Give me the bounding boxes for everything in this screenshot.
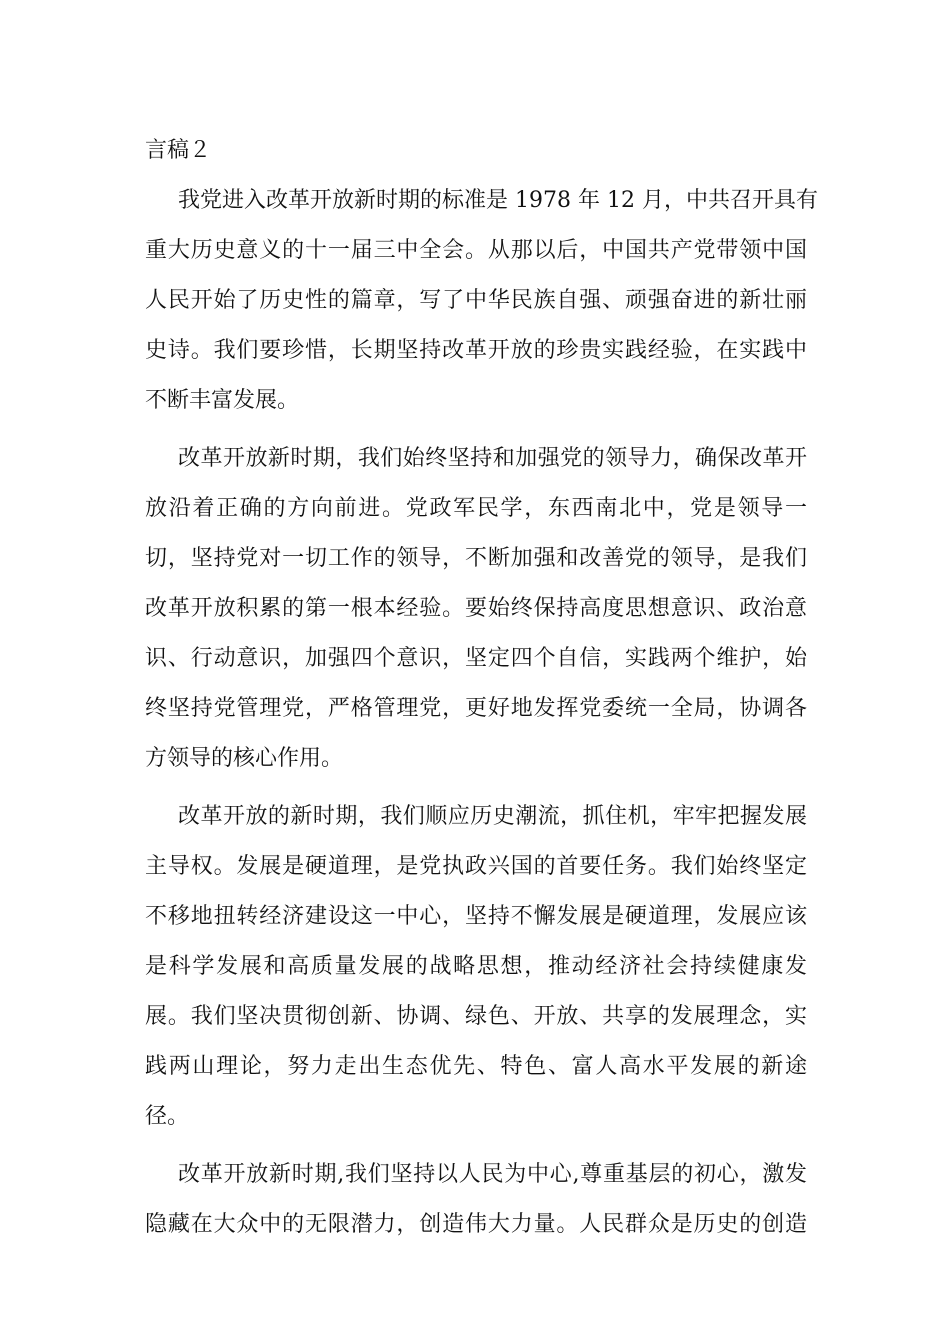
- document-body: [145, 134, 818, 1250]
- text-line: 终坚持党管理党，严格管理党，更好地发挥党委统一全局，协调各: [145, 696, 807, 721]
- paragraph: [145, 176, 818, 426]
- text-line: 隐藏在大众中的无限潜力，创造伟大力量。人民群众是历史的创造: [145, 1212, 807, 1237]
- text-line: 识、行动意识，加强四个意识，坚定四个自信，实践两个维护，始: [145, 646, 807, 671]
- text-line: 不移地扭转经济建设这一中心，坚持不懈发展是硬道理，发展应该: [145, 904, 807, 929]
- text-line: 切，坚持党对一切工作的领导，不断加强和改善党的领导，是我们: [145, 546, 807, 571]
- paragraph: [145, 792, 807, 1142]
- text-line: 史诗。我们要珍惜，长期坚持改革开放的珍贵实践经验，在实践中: [145, 338, 807, 363]
- document-heading: 言稿２: [145, 138, 212, 163]
- text-line: 重大历史意义的十一届三中全会。从那以后，中国共产党带领中国: [145, 238, 807, 263]
- text-line: 放沿着正确的方向前进。党政军民学，东西南北中，党是领导一: [145, 496, 807, 521]
- text-line: 是科学发展和高质量发展的战略思想，推动经济社会持续健康发: [145, 954, 807, 979]
- text-line: 径。: [145, 1104, 190, 1129]
- text-line: 我党进入改革开放新时期的标准是 1978 年 12 月，中共召开具有: [178, 188, 818, 213]
- text-line: 改革开放新时期，我们始终坚持和加强党的领导力，确保改革开: [178, 446, 807, 471]
- paragraph: [145, 1150, 807, 1250]
- text-line: 践两山理论，努力走出生态优先、特色、富人高水平发展的新途: [145, 1054, 807, 1079]
- text-line: 不断丰富发展。: [145, 388, 300, 413]
- paragraph: [145, 434, 807, 784]
- text-line: 改革开放积累的第一根本经验。要始终保持高度思想意识、政治意: [145, 596, 807, 621]
- text-line: 改革开放的新时期，我们顺应历史潮流，抓住机，牢牢把握发展: [178, 804, 807, 829]
- text-line: 方领导的核心作用。: [145, 746, 344, 771]
- text-line: 主导权。发展是硬道理，是党执政兴国的首要任务。我们始终坚定: [145, 854, 807, 879]
- text-line: 人民开始了历史性的篇章，写了中华民族自强、顽强奋进的新壮丽: [145, 288, 807, 313]
- text-line: 展。我们坚决贯彻创新、协调、绿色、开放、共享的发展理念，实: [145, 1004, 807, 1029]
- text-line: 改革开放新时期,我们坚持以人民为中心,尊重基层的初心，激发: [178, 1162, 807, 1187]
